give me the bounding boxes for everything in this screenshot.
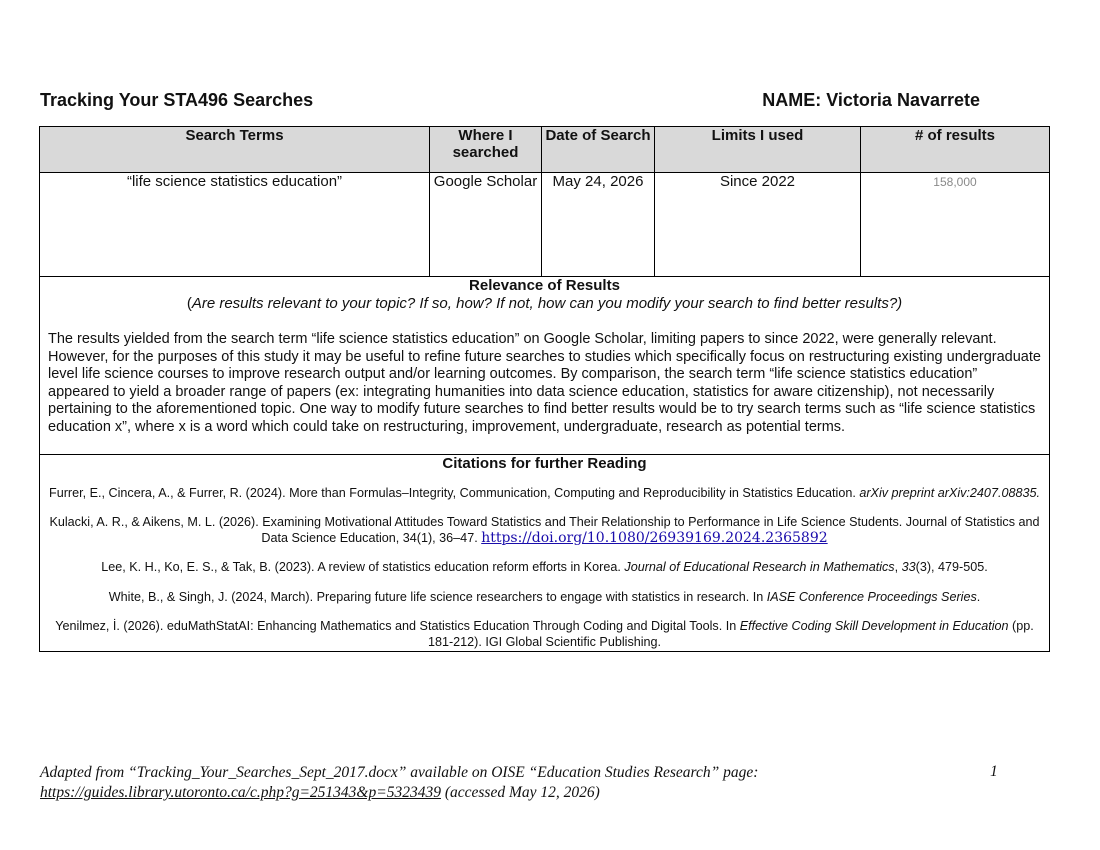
results-count-cell: 158,000 <box>861 173 1050 277</box>
date-cell: May 24, 2026 <box>542 173 655 277</box>
relevance-text: The results yielded from the search term “life science statistics education” on Google Scholar, limiting papers to since 2022, were generally relevant. However, for the purposes of this study it may be useful to refine future searches to studies which specifically focus on restructuring existing undergraduate level life science courses to improve research output and/or learning outcomes. By comparison, the search term “life science statistics education” appeared to yield a broader range of papers (ex: integrating humanities into data science education, statistics for aware citizenship), not necessarily pertaining to the aforementioned topic. One way to modify future searches to find better results would be to try search terms such as “life science statistics education x”, where x is a word which could take on restructuring, improvement, undergraduate, research as potential terms. <box>48 331 1041 435</box>
citation-italic: IASE Conference Proceedings Series <box>766 589 977 604</box>
column-header-search-terms: Search Terms <box>40 127 430 173</box>
student-name: NAME: Victoria Navarrete <box>762 90 980 110</box>
citation-end: . <box>1036 485 1040 500</box>
citation-text: Yenilmez, İ. (2026). eduMathStatAI: Enhancing Mathematics and Statistics Education Through Coding and Digital Tools. In <box>55 619 740 634</box>
page-footer <box>40 763 1010 803</box>
citation-text: Kulacki, A. R., & Aikens, M. L. (2026). Examining Motivational Attitudes Toward Statistics and Their Relationship to Performance in Life Science Students. Journal of Statistics and Data Science Education, 34(1), 36–47. <box>49 515 1040 545</box>
citation-text: Lee, K. H., Ko, E. S., & Tak, B. (2023). A review of statistics education reform efforts in Korea. <box>101 560 625 575</box>
limits-cell: Since 2022 <box>655 173 861 277</box>
citation-italic: Effective Coding Skill Development in Education <box>739 619 1009 634</box>
citation-sep: , <box>894 560 902 575</box>
footer-accessed: (accessed May 12, 2026) <box>440 784 600 801</box>
citation-volume: 33 <box>901 560 916 575</box>
where-searched-cell: Google Scholar <box>430 173 542 277</box>
citation-text: Furrer, E., Cincera, A., & Furrer, R. (2024). More than Formulas–Integrity, Communication, Computing and Reproducibility in Statistics Education. <box>49 485 860 500</box>
footer-source <box>40 783 1010 803</box>
citation-italic: Journal of Educational Research in Mathematics <box>624 560 895 575</box>
table-header-row <box>40 127 1050 173</box>
relevance-question <box>40 295 1049 313</box>
citation-italic: arXiv preprint arXiv:2407.08835 <box>859 485 1037 500</box>
question-paren: ( <box>186 295 192 312</box>
search-tracking-table <box>39 126 1050 652</box>
citations-section <box>40 454 1050 652</box>
column-header-limits: Limits I used <box>655 127 861 173</box>
footer-url[interactable]: https://guides.library.utoronto.ca/c.php?g=251343&p=5323439 <box>40 784 441 801</box>
citation-item <box>40 560 1049 576</box>
relevance-row <box>40 277 1050 455</box>
citation-item <box>40 619 1049 651</box>
citation-item <box>40 515 1049 546</box>
column-header-where: Where I searched <box>430 127 542 173</box>
table-row <box>40 173 1050 277</box>
column-header-date: Date of Search <box>542 127 655 173</box>
page-number: 1 <box>990 763 998 780</box>
page-title: Tracking Your STA496 Searches <box>40 90 314 110</box>
citation-end: (3), 479-505. <box>915 560 988 575</box>
citation-end: . <box>976 589 981 604</box>
search-terms-cell: “life science statistics education” <box>40 173 430 277</box>
citation-end: (pp. 181-212). IGI Global Scientific Publishing. <box>427 619 1034 649</box>
citation-item <box>40 486 1049 502</box>
citation-text: White, B., & Singh, J. (2024, March). Preparing future life science researchers to engage with statistics in research. In <box>108 589 767 604</box>
relevance-section <box>40 277 1050 455</box>
citations-row <box>40 454 1050 652</box>
citation-item <box>40 590 1049 606</box>
question-text: Are results relevant to your topic? If so, how? If not, how can you modify your search to find better results?) <box>191 295 903 312</box>
citations-title: Citations for further Reading <box>442 454 647 472</box>
page-header <box>40 90 980 111</box>
footer-attribution: Adapted from “Tracking_Your_Searches_Sept_2017.docx” available on OISE “Education Studies Research” page: <box>40 764 759 781</box>
doi-link[interactable]: https://doi.org/10.1080/26939169.2024.2365892 <box>481 529 828 546</box>
column-header-results: # of results <box>861 127 1050 173</box>
relevance-title: Relevance of Results <box>469 277 620 294</box>
